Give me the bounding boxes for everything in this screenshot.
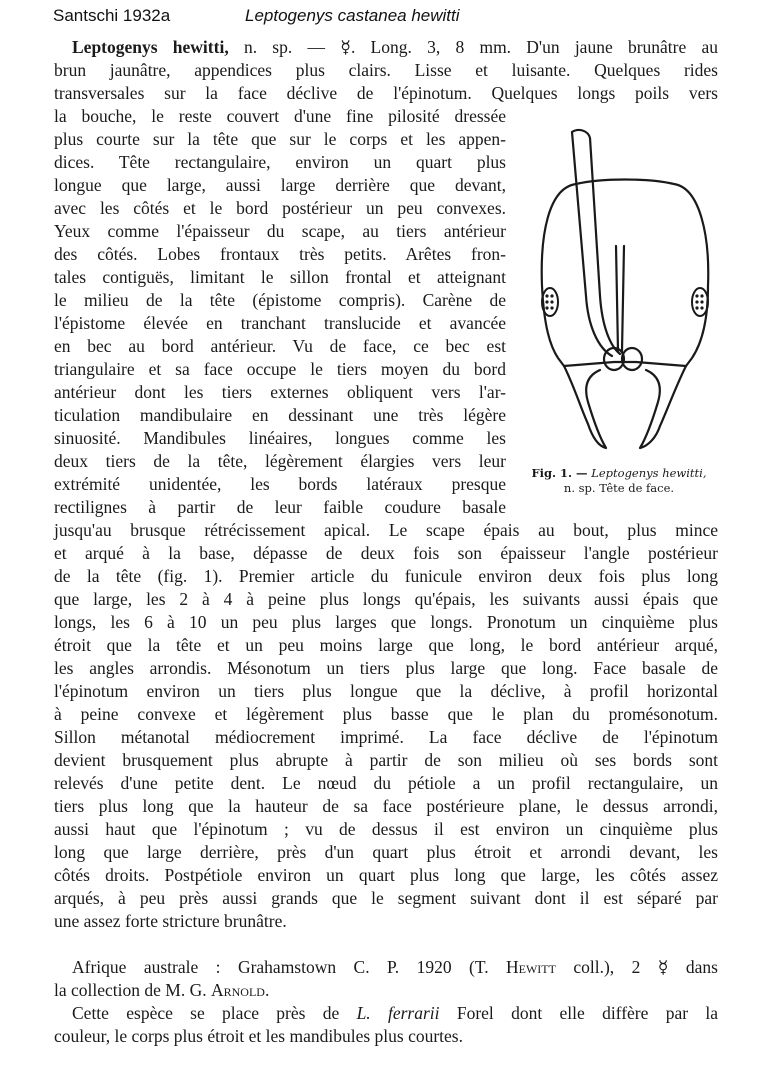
frontal-carinae: [616, 246, 624, 351]
text-line: Afrique australe : Grahamstown C. P. 1920 (T. Hewitt coll.), 2 ☿ dans: [72, 957, 718, 977]
taxon-header: Leptogenys castanea hewitti: [245, 6, 460, 25]
text-line: que large, les 2 à 4 à peine plus longs qu'épais, les suivants aussi épais que: [54, 589, 718, 609]
text-line: longue que large, aussi large derrière que devant,: [54, 175, 506, 195]
text-line: l'épinotum environ un tiers plus longue que la déclive, à profil horizontal: [54, 681, 718, 701]
text-line: Sillon métanotal médiocrement imprimé. La face déclive de l'épinotum: [54, 727, 718, 747]
locality-paragraph: [54, 956, 718, 1002]
text-line: Leptogenys hewitti, n. sp. — ☿. Long. 3, 8 mm. D'un jaune brunâtre au: [72, 37, 719, 57]
text-line: relevés d'une petite dent. Le nœud du pétiole a un profil rectangulaire, un: [54, 773, 718, 793]
remark-paragraph: [54, 1002, 718, 1048]
description-column: [54, 105, 506, 519]
text-line: longs, les 6 à 10 un peu plus larges que longs. Pronotum un cinquième plus: [54, 612, 718, 632]
owner-name: Arnold: [210, 980, 265, 1000]
text-line: plus courte sur la tête que sur le corps et les appen-: [54, 129, 506, 149]
text-line: côtés droits. Postpétiole environ un quart plus long que large, les côtés assez: [54, 865, 718, 885]
text-line: les angles arrondis. Mésonotum un tiers plus large que long. Face basale de: [54, 658, 718, 678]
compared-species: L. ferrarii: [356, 1003, 440, 1023]
head-outline: [542, 180, 709, 367]
text-line: couleur, le corps plus étroit et les mandibules plus courtes.: [54, 1026, 463, 1046]
citation-header: Santschi 1932a: [53, 6, 171, 25]
text-line: avec les côtés et le bord postérieur un peu convexes.: [54, 198, 506, 218]
text-line: rectilignes à partir de leur faible coudure basale: [54, 497, 506, 517]
text-line: l'épistome élevée en tranchant translucide et avancée: [54, 313, 506, 333]
text-line: sinuosité. Mandibules linéaires, longues comme les: [54, 428, 506, 448]
text-line: tiers plus long que la hauteur de sa face postérieure plane, le dessus arrondi,: [54, 796, 718, 816]
text-line: tales contiguës, limitant le sillon frontal et atteignant: [54, 267, 506, 287]
text-line: transversales sur la face déclive de l'épinotum. Quelques longs poils vers: [54, 83, 718, 103]
text-line: une assez forte stricture brunâtre.: [54, 911, 287, 931]
mandible-right: [640, 366, 686, 448]
text-line: la collection de M. G. Arnold.: [54, 980, 270, 1000]
text-line: en bec au bord antérieur. Vu de face, ce bec est: [54, 336, 506, 356]
collector-name: Hewitt: [506, 957, 556, 977]
compound-eyes: [542, 288, 708, 316]
figure-caption-rest: n. sp. Tête de face.: [563, 481, 675, 495]
text-line: dices. Tête rectangulaire, environ un quart plus: [54, 152, 506, 172]
text-line: triangulaire et sa face occupe le tiers moyen du bord: [54, 359, 506, 379]
text-line: deux tiers de la tête, légèrement élargies vers leur: [54, 451, 506, 471]
text-line: Cette espèce se place près de L. ferrarii Forel dont elle diffère par la: [72, 1003, 718, 1023]
text-line: devient brusquement plus abrupte à partir de son milieu où ses bords sont: [54, 750, 718, 770]
figure-label: Fig. 1. —: [531, 466, 588, 480]
ant-head-drawing: [528, 126, 718, 461]
figure-1: [514, 126, 724, 501]
text-line: brun jaunâtre, appendices plus clairs. Lisse et luisante. Quelques rides: [54, 60, 718, 80]
description-continued: [54, 519, 718, 933]
text-line: aussi haut que l'épinotum ; vu de dessus il est environ un cinquième plus: [54, 819, 718, 839]
description-opening: [54, 36, 718, 105]
text-line: arqués, à peu près aussi grands que le segment suivant dont il est séparé par: [54, 888, 718, 908]
text-line: ticulation mandibulaire en dessinant une très légère: [54, 405, 506, 425]
figure-caption-species: Leptogenys hewitti,: [591, 466, 707, 480]
text-line: et arqué à la base, dépasse de deux fois son épaisseur l'angle postérieur: [54, 543, 718, 563]
text-line: le milieu de la tête (épistome compris). Carène de: [54, 290, 506, 310]
species-name-heading: Leptogenys hewitti,: [72, 37, 229, 57]
text-line: Yeux comme l'épaisseur du scape, au tiers antérieur: [54, 221, 506, 241]
mandible-left: [564, 366, 606, 448]
text-line: extrémité unidentée, les bords latéraux presque: [54, 474, 506, 494]
text-line: jusqu'au brusque rétrécissement apical. Le scape épais au bout, plus mince: [54, 520, 718, 540]
text-line: long que large derrière, près d'un quart plus étroit et arrondi devant, les: [54, 842, 718, 862]
text-line: des côtés. Lobes frontaux très petits. Arêtes fron-: [54, 244, 506, 264]
antennal-scape: [572, 130, 620, 356]
text-line: de la tête (fig. 1). Premier article du funicule environ deux fois plus long: [54, 566, 718, 586]
text-line: étroit que la tête et un peu moins large que long, le bord antérieur arqué,: [54, 635, 718, 655]
text-line: à peine convexe et légèrement plus basse que le plan du promésonotum.: [54, 704, 718, 724]
text-line: la bouche, le reste couvert d'une fine pilosité dressée: [54, 106, 506, 126]
figure-caption: [514, 466, 724, 496]
text-line: antérieur dont les tiers externes obliquent vers l'ar-: [54, 382, 506, 402]
